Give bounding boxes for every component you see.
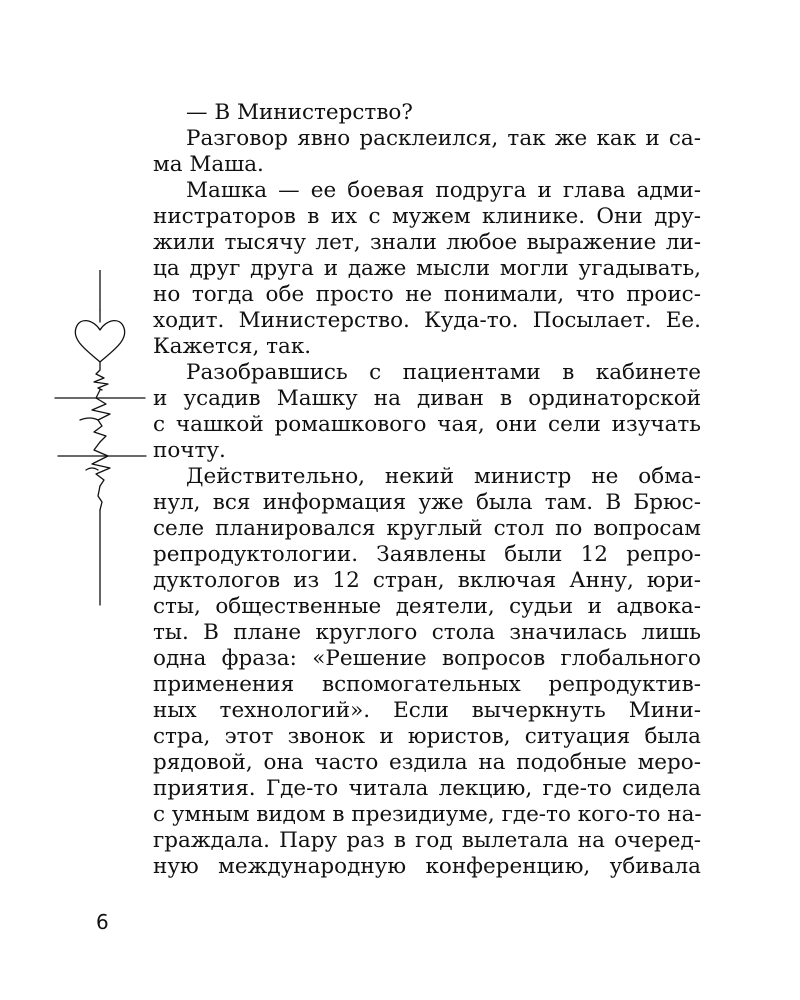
text-line: нистраторов в их с мужем клинике. Они дру- (153, 204, 701, 229)
text-line: с умным видом в президиуме, где-то кого-то на- (153, 802, 702, 827)
text-line: нул, вся информация уже была там. В Брюс- (153, 490, 701, 515)
text-line: ходит. Министерство. Куда-то. Посылает. Ее. (153, 308, 701, 333)
text-line: Кажется, так. (153, 334, 312, 359)
text-line: приятия. Где-то читала лекцию, где-то сидела (153, 776, 701, 801)
text-line: Машка — ее боевая подруга и глава адми- (186, 178, 701, 203)
text-line: но тогда обе просто не понимали, что проис- (153, 282, 701, 307)
text-line: рядовой, она часто ездила на подобные меро- (153, 750, 701, 775)
text-line: с чашкой ромашкового чая, они сели изучать (153, 412, 701, 437)
text-line: почту. (153, 438, 226, 463)
text-line: ную международную конференцию, убивала (153, 854, 701, 879)
text-line: граждала. Пару раз в год вылетала на очеред- (153, 828, 701, 853)
text-line: сты, общественные деятели, судьи и адвока- (153, 594, 701, 619)
text-line: Разобравшись с пациентами в кабинете (186, 360, 701, 385)
text-line: применения вспомогательных репродуктив- (153, 672, 701, 697)
text-line: селе планировался круглый стол по вопросам (153, 516, 701, 541)
text-line: — В Министерство? (186, 100, 413, 125)
text-line: стра, этот звонок и юристов, ситуация была (153, 724, 701, 749)
text-line: ца друг друга и даже мысли могли угадывать, (153, 256, 701, 281)
text-line: репродуктологии. Заявлены были 12 репро- (153, 542, 701, 567)
text-line: ных технологий». Если вычеркнуть Мини- (153, 698, 701, 723)
text-line: ма Маша. (153, 152, 264, 177)
text-line: жили тысячу лет, знали любое выражение ли- (153, 230, 701, 255)
body-text (153, 100, 701, 880)
text-line: Разговор явно расклеился, так же как и са- (186, 126, 701, 151)
page-number: 6 (96, 910, 109, 934)
text-line: Действительно, некий министр не обма- (186, 464, 701, 489)
text-line: и усадив Машку на диван в ординаторской (153, 386, 701, 411)
text-line: одна фраза: «Решение вопросов глобального (153, 646, 701, 671)
text-line: ты. В плане круглого стола значилась лишь (153, 620, 701, 645)
heartbeat-heart-ornament (50, 270, 150, 610)
text-line: дуктологов из 12 стран, включая Анну, юри- (153, 568, 701, 593)
